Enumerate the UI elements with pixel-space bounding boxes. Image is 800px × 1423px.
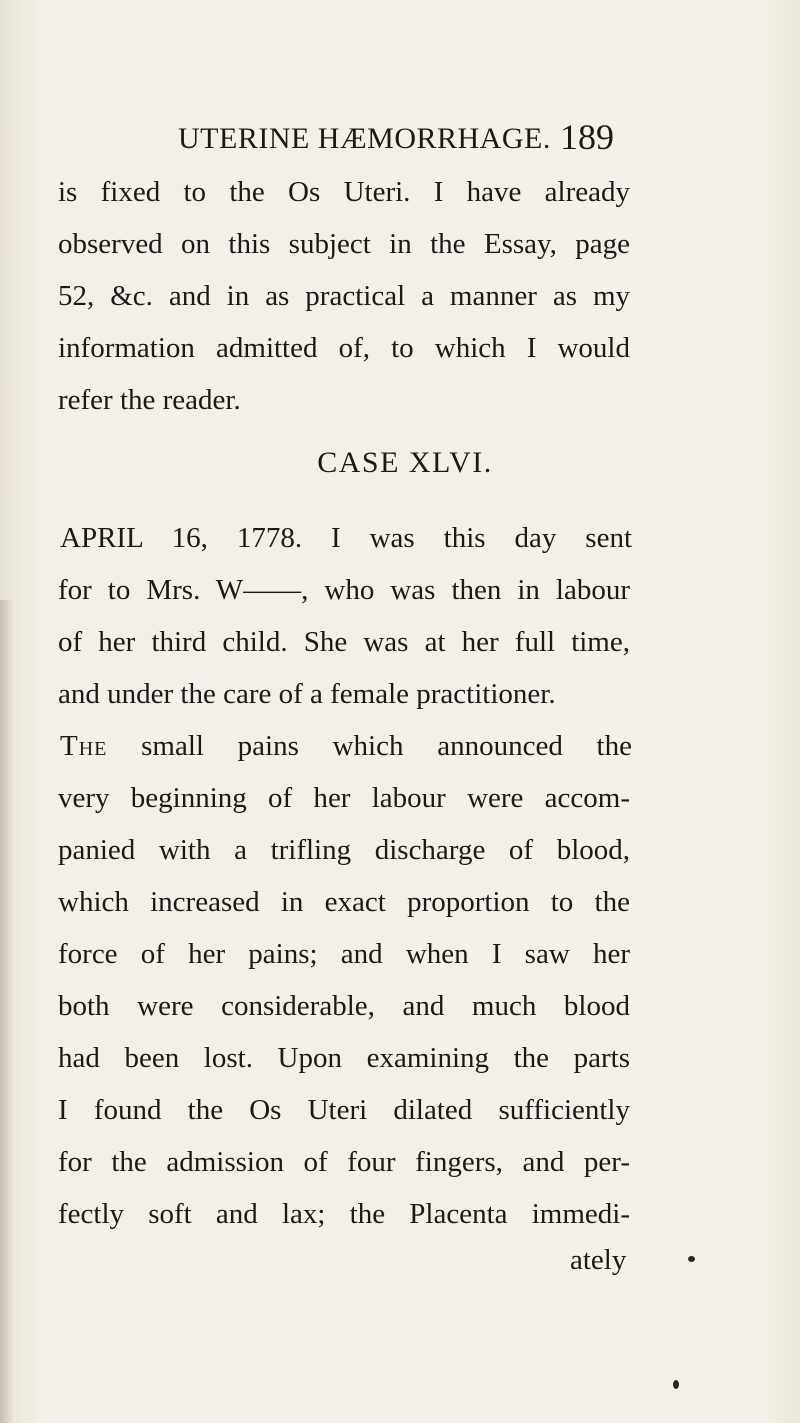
text-line: observed on this subject in the Essay, page xyxy=(58,228,630,260)
text-line: which increased in exact proportion to the xyxy=(58,886,630,918)
text-line: APRIL 16, 1778. I was this day sent xyxy=(60,522,632,554)
page-number: 189 xyxy=(560,117,614,157)
running-head xyxy=(0,117,800,166)
text-line-rest: small pains which announced the xyxy=(107,730,632,762)
text-line: of her third child. She was at her full time, xyxy=(58,626,630,658)
text-line: force of her pains; and when I saw her xyxy=(58,938,630,970)
text-line: very beginning of her labour were accom- xyxy=(58,782,630,814)
text-line: had been lost. Upon examining the parts xyxy=(58,1042,630,1074)
text-line: refer the reader. xyxy=(58,384,241,416)
running-title: UTERINE HÆMORRHAGE. xyxy=(178,122,551,155)
page-edge-shadow xyxy=(0,600,14,1423)
text-line: for the admission of four fingers, and per- xyxy=(58,1146,630,1178)
text-line: for to Mrs. W——, who was then in labour xyxy=(58,574,630,606)
text-line: 52, &c. and in as practical a manner as my xyxy=(58,280,630,312)
text-line: is fixed to the Os Uteri. I have already xyxy=(58,176,630,208)
text-line: and under the care of a female practitioner. xyxy=(58,678,556,710)
catchword: ately xyxy=(570,1244,627,1276)
text-line-lead xyxy=(60,728,632,764)
text-line: fectly soft and lax; the Placenta immedi- xyxy=(58,1198,630,1230)
case-heading-text: CASE XLVI. xyxy=(317,446,493,479)
ink-speck xyxy=(673,1380,679,1389)
case-heading xyxy=(0,446,800,480)
text-line: information admitted of, to which I would xyxy=(58,332,630,364)
ink-speck xyxy=(688,1256,695,1262)
text-line: panied with a trifling discharge of blood, xyxy=(58,834,630,866)
paragraph-lead-word: The xyxy=(60,730,108,762)
text-line: both were considerable, and much blood xyxy=(58,990,630,1022)
text-line: I found the Os Uteri dilated sufficiently xyxy=(58,1094,630,1126)
